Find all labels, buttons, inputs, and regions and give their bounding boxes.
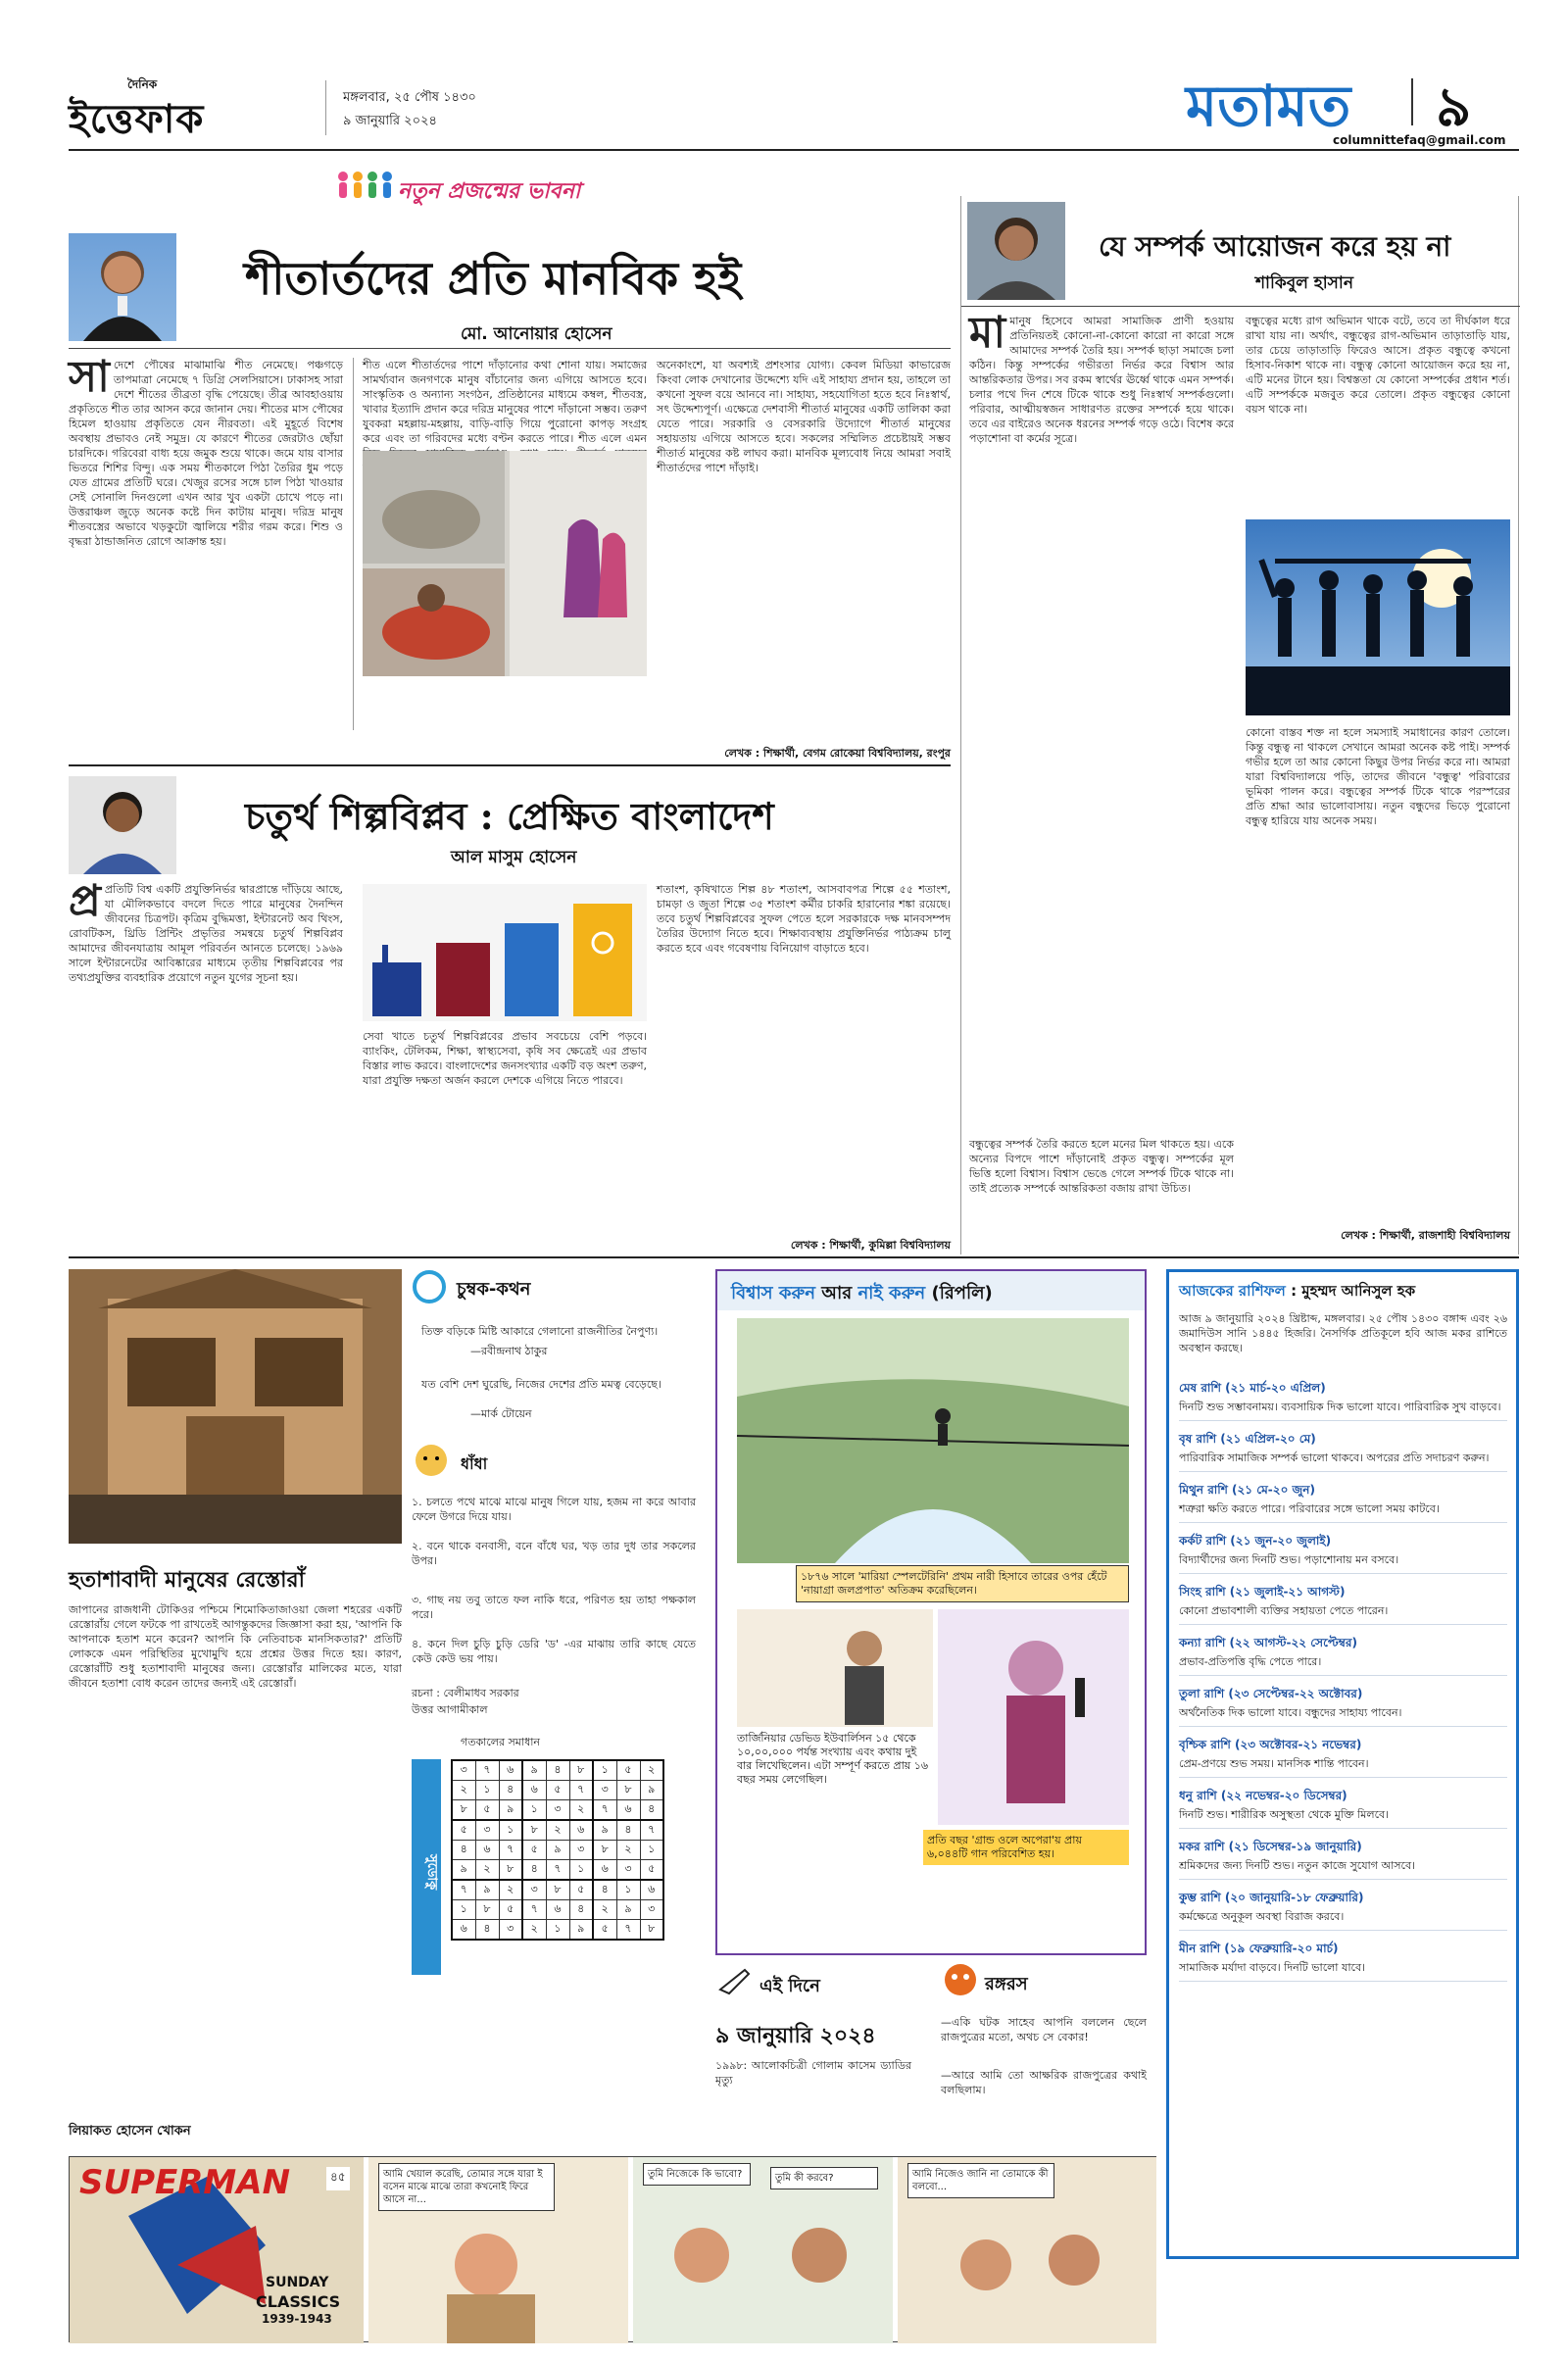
article-sheetarto bbox=[69, 216, 951, 764]
rashi-name: বৃশ্চিক রাশি (২৩ অক্টোবর-২১ নভেম্বর) bbox=[1179, 1738, 1362, 1751]
rashifal-box bbox=[1166, 1269, 1519, 2259]
sudoku-cell: ৮ bbox=[522, 1820, 546, 1841]
masthead bbox=[69, 69, 1519, 147]
sudoku-cell: ৬ bbox=[452, 1920, 475, 1941]
comic-bubble-4: আমি নিজেও জানি না তোমাকে কী বলবো... bbox=[907, 2163, 1054, 2198]
rashi-item bbox=[1179, 1482, 1507, 1523]
sudoku-cell: ৫ bbox=[475, 1800, 499, 1821]
sudoku-cell: ২ bbox=[616, 1841, 640, 1860]
comic-bubble-3: তুমি কী করবে? bbox=[770, 2167, 878, 2189]
sudoku-cell: ৩ bbox=[499, 1920, 522, 1941]
sudoku-cell: ৫ bbox=[593, 1920, 616, 1941]
sudoku-cell: ৭ bbox=[475, 1760, 499, 1781]
sudoku-cell: ৮ bbox=[593, 1841, 616, 1860]
dhadha-title: ধাঁধা bbox=[461, 1454, 488, 1473]
rashi-item bbox=[1179, 1737, 1507, 1778]
quote-2: যত বেশি দেশ ঘুরেছি, নিজের দেশের প্রতি মমত্ব বেড়েছে। bbox=[421, 1378, 662, 1391]
sudoku-cell: ৭ bbox=[569, 1781, 593, 1800]
sudoku-cell: ৪ bbox=[593, 1880, 616, 1900]
rashi-item bbox=[1179, 1431, 1507, 1472]
rashi-text: অর্থনৈতিক দিক ভালো যাবে। বন্ধুদের সাহায্য পাবেন। bbox=[1179, 1706, 1402, 1719]
section-rule bbox=[69, 1256, 1519, 1258]
brand-small: দৈনিক bbox=[127, 77, 158, 91]
comic-panel-2 bbox=[633, 2157, 893, 2343]
rashi-text: দিনটি শুভ সম্ভাবনাময়। ব্যবসায়িক দিক ভালো যাবে। পারিবারিক সুখ বাড়বে। bbox=[1179, 1401, 1501, 1413]
article-author: লিয়াকত হোসেন খোকন bbox=[69, 2124, 191, 2139]
nobin-logo-text: নতুন প্রজন্মের ভাবনা bbox=[398, 179, 581, 204]
article-restaurant bbox=[69, 1269, 402, 2151]
article-col-3: অনেকাংশে, যা অবশ্যই প্রশংসার যোগ্য। কেবল মিডিয়া কাভারেজ কিংবা লোক দেখানোর উদ্দেশ্যে যদি এই সাহায্য প্রদান হয়, তাহলে তা কখনো সুফল বয়ে আনবে না। সাহায্য, সহযোগিতা হতে হবে নিঃস্বার্থ, সৎ উদ্দেশ্যপূর্ণ। এক্ষেত্রে দেশবাসী শীতার্ত মানুষের একটি তালিকা করা যেতে পারে। সরকারি ও বেসরকারি উদ্যোগে শীতার্ত মানুষের সহায়তায় এগিয়ে আসতে হবে। সকলের সম্মিলিত প্রচেষ্টায়ই সম্ভব শীতার্ত মানুষের কষ্ট লাঘব করা। মানবিক মূল্যবোধ নিয়ে আমরা সবাই শীতার্তদের পাশে দাঁড়াই। bbox=[657, 359, 951, 474]
sudoku-cell: ৯ bbox=[452, 1860, 475, 1881]
col-divider bbox=[353, 358, 354, 730]
superman-sub-1: SUNDAY bbox=[266, 2275, 329, 2290]
sudoku-cell: ৬ bbox=[593, 1860, 616, 1881]
rashi-name: বৃষ রাশি (২১ এপ্রিল-২০ মে) bbox=[1179, 1432, 1316, 1446]
sudoku-cell: ২ bbox=[499, 1880, 522, 1900]
rashi-name: সিংহ রাশি (২১ জুলাই-২১ আগস্ট) bbox=[1179, 1585, 1346, 1599]
chumbok-title: চুম্বক-কথন bbox=[457, 1279, 531, 1300]
sudoku-cell: ৯ bbox=[569, 1920, 593, 1941]
restaurant-photo bbox=[69, 1269, 402, 1544]
rashifal-header: আজকের রাশিফল : মুহম্মদ আনিসুল হক bbox=[1179, 1282, 1416, 1300]
rashi-text: বিদ্যার্থীদের জন্য দিনটি শুভ। পড়াশোনায় মন বসবে। bbox=[1179, 1553, 1399, 1566]
people-icon bbox=[333, 169, 392, 204]
sudoku-cell: ৮ bbox=[452, 1800, 475, 1821]
author-photo bbox=[69, 233, 176, 341]
quote-2-author: —মার্ক টোয়েন bbox=[470, 1407, 532, 1420]
ripley-panel-3 bbox=[737, 1609, 933, 1727]
sudoku-cell: ১ bbox=[546, 1920, 569, 1941]
sudoku-row bbox=[452, 1760, 663, 1781]
title-rule bbox=[961, 306, 1520, 307]
rongoros-text-2: —আরে আমি তো আক্ষরিক রাজপুত্রের কথাই বলছিলাম। bbox=[941, 2069, 1147, 2096]
brand-logo[interactable] bbox=[69, 69, 294, 142]
sudoku-cell: ৭ bbox=[522, 1900, 546, 1920]
ripley-panel-1 bbox=[737, 1318, 1129, 1563]
article-col-3: কোনো বাস্তব শক্ত না হলে সমস্যাই সমাধানের কারণ তোলে। কিন্তু বন্ধুত্ব না থাকলে সেখানে আমরা অনেক কষ্ট পাই। সম্পর্ক গভীর হলে তা আর কোনো কিছুর উপর নির্ভর করে না। আমরা যারা বিশ্ববিদ্যালয়ে পড়ি, তাদের জীবনে 'বন্ধুত্ব' পরিবারের ভূমিকা পালন করে। বন্ধুত্বের সম্পর্ক টিকে থাকে পরস্পরের প্রতি শ্রদ্ধা আর ভালোবাসায়। নতুন বন্ধুদের ভিড়ে পুরোনো বন্ধুত্ব হারিয়ে যায় অনেক সময়। bbox=[1246, 726, 1510, 827]
sudoku-cell: ১ bbox=[522, 1800, 546, 1821]
industry-illustration bbox=[363, 884, 647, 1021]
article-title: চতুর্থ শিল্পবিপ্লব : প্রেক্ষিত বাংলাদেশ bbox=[245, 794, 774, 838]
article-col-4: বন্ধুত্বের সম্পর্ক তৈরি করতে হলে মনের মিল থাকতে হয়। একে অন্যের বিপদে পাশে দাঁড়ানোই প্রকৃত বন্ধুত্ব। সম্পর্কের মূল ভিত্তি হলো বিশ্বাস। বিশ্বাস ভেঙে গেলে সম্পর্ক টিকে থাকে না। তাই প্রত্যেক সম্পর্কে আন্তরিকতা বজায় রাখা উচিত। bbox=[969, 1138, 1234, 1195]
rashi-item bbox=[1179, 1890, 1507, 1931]
sudoku-cell: ৮ bbox=[499, 1860, 522, 1881]
rashi-text: কর্মক্ষেত্রে অনুকূল অবস্থা বিরাজ করবে। bbox=[1179, 1910, 1345, 1923]
sudoku-cell: ৫ bbox=[640, 1860, 663, 1881]
friends-photo bbox=[1246, 519, 1510, 715]
cold-photo bbox=[363, 451, 647, 676]
sudoku-title: গতকালের সমাধান bbox=[461, 1736, 540, 1748]
article-relationship bbox=[960, 196, 1519, 1254]
author-photo bbox=[69, 776, 176, 874]
brand-name: ইত্তেফাক bbox=[69, 96, 205, 142]
ei-dine-box bbox=[715, 1960, 911, 2127]
rashi-name: কন্যা রাশি (২২ আগস্ট-২২ সেপ্টেম্বর) bbox=[1179, 1636, 1357, 1649]
rongoros-box bbox=[941, 1960, 1147, 2127]
date-bn: মঙ্গলবার, ২৫ পৌষ ১৪৩০ bbox=[343, 90, 476, 105]
article-title: শীতার্তদের প্রতি মানবিক হই bbox=[245, 252, 742, 305]
rashi-name: মিথুন রাশি (২১ মে-২০ জুন) bbox=[1179, 1483, 1315, 1497]
thinker-icon bbox=[412, 1441, 451, 1480]
article-col-1: সাদেশে পৌষের মাঝামাঝি শীত নেমেছে। পঞ্চগড়ে তাপমাত্রা নেমেছে ৭ ডিগ্রি সেলসিয়াসে। ঢাকাসহ সারা দেশে শীতের তীব্রতা বৃদ্ধি পেয়েছে। তীব্র আবহাওয়ায় প্রকৃতিতে শীত তার আসন করে জানান দেয়। শীতের মাস পৌষের হিমেল হাওয়ায় প্রকৃতিতে যেন নীরবতা। এই মুহূর্তে বিশেষ অবস্থায় প্রভাবও নেই সমুদ্র। যে কারণে শীতের জেরটাও ছোঁয়া চারদিকে। গরিবেরা বাধ্য হয়ে জমুক শুয়ে থাকে। জমে যায় বাসার ভিতরে শিশির বিন্দু। এক সময় শীতকালে পিঠা তৈরির ধুম পড়ে যেত গ্রামের প্রতিটি ঘরে। খেজুর রসের সঙ্গে চাল পিঠা খাওয়ার সেই সোনালি দিনগুলো এখন আর খুব একটা চোখে পড়ে না। উত্তরাঞ্চল জুড়ে অনেক কষ্টে দিন কাটায় মানুষ। দরিদ্র মানুষ শীতবস্ত্রের অভাবে খড়কুটো জ্বালিয়ে শরীর গরম করে। শিশু ও বৃদ্ধরা ঠান্ডাজনিত রোগে আক্রান্ত হয়। bbox=[69, 352, 343, 548]
rashi-text: শত্রুরা ক্ষতি করতে পারে। পরিবারের সঙ্গে ভালো সময় কাটবে। bbox=[1179, 1502, 1440, 1515]
masthead-rule bbox=[69, 149, 1519, 151]
sudoku-cell: ৭ bbox=[499, 1841, 522, 1860]
sudoku-cell: ৯ bbox=[640, 1781, 663, 1800]
rashi-text: প্রেম-প্রণয়ে শুভ সময়। মানসিক শান্তি পাবেন। bbox=[1179, 1757, 1369, 1770]
rashi-text: সামাজিক মর্যাদা বাড়বে। দিনটি ভালো যাবে। bbox=[1179, 1961, 1365, 1974]
rashi-text: পারিবারিক সামাজিক সম্পর্ক ভালো থাকবে। অপরের প্রতি সদাচরণ করুন। bbox=[1179, 1451, 1490, 1464]
sudoku-cell: ৫ bbox=[452, 1820, 475, 1841]
dhadha-credit: রচনা : বেলীমাধব সরকার bbox=[412, 1687, 519, 1699]
ripley-caption-2: তার্জিনিয়ার ডেভিড ইউবার্লিসন ১৫ থেকে ১০,০০,০০০ পর্যন্ত সংখ্যায় এবং কথায় দুই বার লিখেছিলেন। এটা সম্পূর্ণ করতে প্রায় ১৬ বছর সময় লেগেছিল। bbox=[737, 1732, 929, 1786]
ei-dine-date: ৯ জানুয়ারি ২০২৪ bbox=[715, 2024, 876, 2048]
sudoku-cell: ৩ bbox=[546, 1800, 569, 1821]
mask-icon bbox=[941, 1960, 980, 1999]
sudoku-cell: ৩ bbox=[522, 1880, 546, 1900]
sudoku-cell: ৯ bbox=[593, 1820, 616, 1841]
superman-logo: SUPERMAN bbox=[79, 2163, 291, 2202]
superman-panel-no: ৪৫ bbox=[326, 2167, 350, 2190]
rongoros-text-1: —একি ঘটক সাহেব আপনি বললেন ছেলে রাজপুত্রের মতো, অথচ সে বেকার! bbox=[941, 2016, 1147, 2043]
article-author: আল মাসুম হোসেন bbox=[451, 848, 577, 867]
sudoku-cell: ৭ bbox=[452, 1880, 475, 1900]
sudoku-cell: ১ bbox=[499, 1820, 522, 1841]
sudoku-row bbox=[452, 1880, 663, 1900]
sudoku-cell: ৩ bbox=[640, 1900, 663, 1920]
ripley-header: বিশ্বাস করুন আর নাই করুন (রিপলি) bbox=[717, 1271, 1145, 1310]
chumbok-box bbox=[412, 1269, 706, 2151]
rashi-name: ধনু রাশি (২২ নভেম্বর-২০ ডিসেম্বর) bbox=[1179, 1789, 1348, 1802]
sudoku-row bbox=[452, 1900, 663, 1920]
sudoku-cell: ৬ bbox=[569, 1820, 593, 1841]
sudoku-cell: ২ bbox=[522, 1920, 546, 1941]
sudoku-cell: ৬ bbox=[616, 1800, 640, 1821]
sudoku-cell: ৫ bbox=[569, 1880, 593, 1900]
sudoku-cell: ৪ bbox=[452, 1841, 475, 1860]
sudoku-cell: ১ bbox=[616, 1880, 640, 1900]
sudoku-cell: ৬ bbox=[546, 1900, 569, 1920]
sudoku-cell: ৪ bbox=[546, 1760, 569, 1781]
sudoku-cell: ৭ bbox=[593, 1800, 616, 1821]
sudoku-cell: ৯ bbox=[499, 1800, 522, 1821]
rashi-item bbox=[1179, 1380, 1507, 1421]
sudoku-cell: ১ bbox=[640, 1841, 663, 1860]
sudoku-cell: ৯ bbox=[522, 1760, 546, 1781]
rashifal-intro: আজ ৯ জানুয়ারি ২০২৪ খ্রিষ্টাব্দ, মঙ্গলবার। ২৫ পৌষ ১৪৩০ বঙ্গাব্দ এবং ২৬ জমাদিউস সানি ১৪৪৫ হিজরি। নৈসর্গিক প্রতিকূলে হবি আজ মকর রাশিতে অবস্থান করছে। bbox=[1179, 1312, 1507, 1354]
rashi-item bbox=[1179, 1941, 1507, 1982]
sudoku-cell: ৬ bbox=[640, 1880, 663, 1900]
sudoku-cell: ৪ bbox=[640, 1800, 663, 1821]
sudoku-cell: ৭ bbox=[640, 1820, 663, 1841]
sudoku-side-label: সুডোকু bbox=[412, 1759, 441, 1975]
column-email: columnittefaq@gmail.com bbox=[1333, 133, 1506, 147]
rashi-name: মেষ রাশি (২১ মার্চ-২০ এপ্রিল) bbox=[1179, 1381, 1326, 1395]
article-author: মো. আনোয়ার হোসেন bbox=[461, 324, 612, 344]
date-en: ৯ জানুয়ারি ২০২৪ bbox=[343, 114, 437, 128]
sudoku-row bbox=[452, 1800, 663, 1821]
sudoku-cell: ৬ bbox=[499, 1760, 522, 1781]
rashi-name: কর্কট রাশি (২১ জুন-২০ জুলাই) bbox=[1179, 1534, 1332, 1548]
comic-panel-3 bbox=[898, 2157, 1156, 2343]
dhadha-credit-2: উত্তর আগামীকাল bbox=[412, 1703, 488, 1716]
sudoku-cell: ২ bbox=[546, 1820, 569, 1841]
sudoku-cell: ৮ bbox=[546, 1880, 569, 1900]
comic-panel-1 bbox=[368, 2157, 628, 2343]
comic-bubble-1: আমি খেয়াল করেছি, তোমার সঙ্গে যারা ই বসেন মাঝে মাঝে তারা কখনোই ফিরে আসে না... bbox=[378, 2163, 555, 2211]
sudoku-cell: ৪ bbox=[522, 1860, 546, 1881]
sudoku-cell: ৫ bbox=[499, 1900, 522, 1920]
superman-years: 1939-1943 bbox=[262, 2312, 332, 2326]
sudoku-cell: ৫ bbox=[546, 1781, 569, 1800]
rashi-name: কুম্ভ রাশি (২০ জানুয়ারি-১৮ ফেব্রুয়ারি) bbox=[1179, 1891, 1364, 1904]
dhadha-item-2: ২. বনে থাকে বনবাসী, বনে বাঁধে ঘর, খড় তার দুধ তার সকলের উপর। bbox=[412, 1540, 696, 1567]
sudoku-cell: ৪ bbox=[499, 1781, 522, 1800]
title-rule bbox=[69, 348, 951, 349]
sudoku-cell: ৮ bbox=[640, 1920, 663, 1941]
sudoku-cell: ৭ bbox=[546, 1860, 569, 1881]
superman-strip bbox=[69, 2156, 1156, 2342]
article-body: জাপানের রাজধানী টোকিওর পশ্চিমে শিমোকিতাজাওয়া জেলা শহরের একটি রেস্তোরাঁয় গেলে ফটকে পা রাখতেই আগন্তুকদের জিজ্ঞাসা করা হয়, 'আপনি কি আপনাকে হতাশ মনে করেন? আপনি কি নেতিবাচক মানসিকতার?' প্রতিটি লোককে এমন পরিস্থিতির মুখোমুখি হয়ে প্রশ্নের উত্তর দিতে হয়। কারণ, রেস্তোরাঁটি শুধু হতাশাবাদী মানুষের জন্য। রেস্তোরাঁর মালিকের মতে, যারা জীবনে হতাশা বোধ করেন তাদের জন্যই এই রেস্তোরাঁ। bbox=[69, 1603, 402, 1690]
article-author: শাকিবুল হাসান bbox=[1255, 273, 1353, 293]
article-col-1: প্র প্রতিটি বিশ্ব একটি প্রযুক্তিনির্ভর দ্বারপ্রান্তে দাঁড়িয়ে আছে, যা মৌলিকভাবে বদলে দিতে পারে মানুষের দৈনন্দিন জীবনের চিত্রপট। কৃত্রিম বুদ্ধিমত্তা, ইন্টারনেট অব থিংস, রোবটিকস, থ্রিডি প্রিন্টিং প্রভৃতির সমন্বয়ে চতুর্থ শিল্পবিপ্লব আমাদের জীবনযাত্রায় আমূল পরিবর্তন আনতে চলেছে। ১৯৬৯ সালে ইন্টারনেটের আবিষ্কারের মাধ্যমে তৃতীয় শিল্পবিপ্লবের পর তথ্যপ্রযুক্তির ব্যবহারিক প্রয়োগে নতুন যুগের সূচনা হয়। bbox=[69, 876, 343, 984]
sudoku-cell: ১ bbox=[475, 1781, 499, 1800]
sudoku-cell: ৫ bbox=[522, 1841, 546, 1860]
sudoku-cell: ৮ bbox=[616, 1781, 640, 1800]
sudoku-cell: ১ bbox=[569, 1860, 593, 1881]
rashi-text: শ্রমিকদের জন্য দিনটি শুভ। নতুন কাজে সুযোগ আসবে। bbox=[1179, 1859, 1416, 1872]
rashi-item bbox=[1179, 1788, 1507, 1829]
dhadha-item-3: ৩. গাছ নয় তবু তাতে ফল নাকি ধরে, পরিণত হয় তাহা পক্ষকাল পরে। bbox=[412, 1594, 696, 1621]
speech-icon bbox=[412, 1269, 451, 1304]
rongoros-title: রঙ্গরস bbox=[985, 1974, 1028, 1994]
article-col-2: বন্ধুত্বের মধ্যে রাগ অভিমান থাকে বটে, তবে তা দীর্ঘকাল ধরে রাখা যায় না। অর্থাৎ, বন্ধুত্বের রাগ-অভিমান তাড়াতাড়ি যায়, তার চেয়ে তাড়াতাড়ি ফিরেও আসে। প্রকৃত বন্ধুত্বে কখনো হিসাব-নিকাশ থাকে না। বন্ধুত্ব কোনো আয়োজন করে হয় না, এটি মনের টানে হয়। বিশ্বস্ততা যে কোনো সম্পর্কের প্রধান শর্ত। এটি সম্পর্ককে মজবুত করে তোলে। প্রকৃত বন্ধুত্বের কোনো বয়স থাকে না। bbox=[1246, 315, 1510, 416]
sudoku-cell: ২ bbox=[569, 1800, 593, 1821]
section-title: মতামত bbox=[1186, 73, 1351, 139]
sudoku-cell: ৬ bbox=[522, 1781, 546, 1800]
sudoku-row bbox=[452, 1860, 663, 1881]
ei-dine-title: এই দিনে bbox=[760, 1976, 820, 1996]
article-footer: লেখক : শিক্ষার্থী, কুমিল্লা বিশ্ববিদ্যালয় bbox=[790, 1239, 951, 1252]
superman-cover bbox=[70, 2157, 364, 2343]
sudoku-cell: ২ bbox=[475, 1860, 499, 1881]
article-footer: লেখক : শিক্ষার্থী, বেগম রোকেয়া বিশ্ববিদ্যালয়, রংপুর bbox=[724, 747, 951, 760]
sudoku-cell: ২ bbox=[593, 1900, 616, 1920]
dhadha-item-1: ১. চলতে পথে মাঝে মাঝে মানুষ গিলে যায়, হজম না করে আবার ফেলে উগরে দিয়ে যায়। bbox=[412, 1496, 696, 1523]
rashi-name: মকর রাশি (২১ ডিসেম্বর-১৯ জানুয়ারি) bbox=[1179, 1840, 1362, 1853]
ei-dine-event: ১৯৯৮: আলোকচিত্রী গোলাম কাসেম ড্যাডির মৃত্যু bbox=[715, 2059, 911, 2087]
sudoku-cell: ৩ bbox=[569, 1841, 593, 1860]
page-number: ৯ bbox=[1436, 75, 1472, 139]
article-col-2: শীত এলে শীতার্তদের পাশে দাঁড়ানোর কথা শোনা যায়। সমাজের সামর্থ্যবান জনগণকে মানুষ বাঁচানোর জন্য এগিয়ে আসতে হবে। সাংস্কৃতিক ও অন্যান্য সংগঠন, প্রতিষ্ঠানের মাধ্যমে কম্বল, শীতবস্ত্র, খাবার ইত্যাদি প্রদান করে দরিদ্র মানুষের পাশে দাঁড়ানো সম্ভব। তরুণ যুবকরা মহল্লায়-মহল্লায়, বাড়ি-বাড়ি গিয়ে পুরোনো কাপড় সংগ্রহ করে এবং তা গরিবদের মধ্যে বণ্টন করতে পারে। শীত এলে এমন bbox=[363, 359, 647, 445]
sudoku-cell: ৪ bbox=[475, 1920, 499, 1941]
article-title: হতাশাবাদী মানুষের রেস্তোরাঁ bbox=[69, 1568, 305, 1593]
section-divider bbox=[1411, 78, 1413, 125]
quote-1: তিক্ত বড়িকে মিষ্টি আকারে গেলানো রাজনীতির নৈপুণ্য। bbox=[421, 1325, 659, 1338]
sudoku-cell: ১ bbox=[593, 1760, 616, 1781]
comic-bubble-2: তুমি নিজেকে কি ভাবো? bbox=[643, 2163, 751, 2186]
rashi-item bbox=[1179, 1533, 1507, 1574]
sudoku-cell: ৩ bbox=[593, 1781, 616, 1800]
sudoku-row bbox=[452, 1820, 663, 1841]
ripley-box bbox=[715, 1269, 1147, 1955]
nobin-logo bbox=[333, 169, 627, 208]
sudoku-cell: ৩ bbox=[616, 1860, 640, 1881]
superman-sub-2: CLASSICS bbox=[256, 2292, 341, 2311]
author-photo bbox=[967, 202, 1065, 300]
article-title: যে সম্পর্ক আয়োজন করে হয় না bbox=[1099, 230, 1451, 263]
sudoku-row bbox=[452, 1920, 663, 1941]
rashi-name: তুলা রাশি (২৩ সেপ্টেম্বর-২২ অক্টোবর) bbox=[1179, 1687, 1363, 1700]
ripley-panel-2 bbox=[938, 1609, 1129, 1825]
sudoku-row bbox=[452, 1781, 663, 1800]
rashi-text: প্রভাব-প্রতিপত্তি বৃদ্ধি পেতে পারে। bbox=[1179, 1655, 1322, 1668]
dhadha-item-4: ৪. কনে দিল চুড়ি চুড়ি ডেরি 'ড' -এর মাঝায় তারি কাছে যেতে কেউ কেউ ভয় পায়। bbox=[412, 1638, 696, 1665]
rashi-item bbox=[1179, 1635, 1507, 1676]
article-col-3: শতাংশ, কৃষিখাতে শিল্প ৪৮ শতাংশ, আসবাবপত্র শিল্পে ৫৫ শতাংশ, চামড়া ও জুতা শিল্পে ৩৫ শতাংশ কর্মীর চাকরি হারানোর শঙ্কা রয়েছে। তবে চতুর্থ শিল্পবিপ্লবের সুফল পেতে হলে সরকারকে দক্ষ মানবসম্পদ তৈরির উদ্যোগ নিতে হবে। শিক্ষাব্যবস্থায় প্রযুক্তিনির্ভর পাঠ্যক্রম চালু করতে হবে এবং গবেষণায় বিনিয়োগ বাড়াতে হবে। bbox=[657, 883, 951, 955]
article-footer: লেখক : শিক্ষার্থী, রাজশাহী বিশ্ববিদ্যালয় bbox=[1341, 1229, 1510, 1242]
sudoku-cell: ২ bbox=[452, 1781, 475, 1800]
sudoku-cell: ৮ bbox=[475, 1900, 499, 1920]
sudoku-cell: ৫ bbox=[616, 1760, 640, 1781]
finger-icon bbox=[715, 1960, 755, 1999]
sudoku-cell: ৪ bbox=[616, 1820, 640, 1841]
article-col-1: মামানুষ হিসেবে আমরা সামাজিক প্রাণী হওয়ায় প্রতিনিয়তই কোনো-না-কোনো কারো না কারো সঙ্গে আমাদের সম্পর্ক তৈরি হয়। সম্পর্ক ছাড়া সমাজে চলা কঠিন। কিন্তু সম্পর্কের গভীরতা নির্ভর করে বিশ্বাস আর আন্তরিকতার উপর। সব রকম স্বার্থের ঊর্ধ্বে থাকে এমন সম্পর্ক। চলার পথে দিন শেষে টিকে থাকে শুধু নিঃস্বার্থ সম্পর্কগুলো। পরিবার, আত্মীয়স্বজন সাধারণত রক্তের সম্পর্কে হয়ে থাকে। তবে এর বাইরেও অনেক ধরনের সম্পর্ক গড়ে ওঠে। বিশেষ করে পড়াশোনা বা কর্মের সূত্রে। bbox=[969, 308, 1234, 445]
sudoku-cell: ৯ bbox=[546, 1841, 569, 1860]
masthead-divider bbox=[325, 80, 326, 135]
rashi-text: কোনো প্রভাবশালী ব্যক্তির সহায়তা পেতে পারেন। bbox=[1179, 1604, 1389, 1617]
sudoku-row bbox=[452, 1841, 663, 1860]
sudoku-cell: ১ bbox=[452, 1900, 475, 1920]
rashi-text: দিনটি শুভ। শারীরিক অসুস্থতা থেকে মুক্তি মিলবে। bbox=[1179, 1808, 1390, 1821]
rashi-item bbox=[1179, 1686, 1507, 1727]
sudoku-cell: ৭ bbox=[616, 1920, 640, 1941]
sudoku-cell: ৩ bbox=[475, 1820, 499, 1841]
sudoku-cell: ৮ bbox=[569, 1760, 593, 1781]
rashi-name: মীন রাশি (১৯ ফেব্রুয়ারি-২০ মার্চ) bbox=[1179, 1942, 1339, 1955]
sudoku-cell: ৪ bbox=[569, 1900, 593, 1920]
ripley-caption-1: ১৮৭৬ সালে 'মারিয়া স্পেলটেরিনি' প্রথম নারী হিসাবে তারের ওপর হেঁটে 'নায়াগ্রা জলপ্রপাত' অতিক্রম করেছিলেন। bbox=[796, 1565, 1129, 1602]
rashi-item bbox=[1179, 1839, 1507, 1880]
sudoku-cell: ২ bbox=[640, 1760, 663, 1781]
rashi-list bbox=[1179, 1380, 1507, 1992]
sudoku-cell: ৬ bbox=[475, 1841, 499, 1860]
ripley-caption-3: প্রতি বছর 'গ্রান্ড ওলে অপেরা'য় প্রায় ৬,০৪৪টি গান পরিবেশিত হয়। bbox=[923, 1830, 1129, 1865]
sudoku-cell: ৯ bbox=[475, 1880, 499, 1900]
sudoku-cell: ৯ bbox=[616, 1900, 640, 1920]
sudoku-cell: ৩ bbox=[452, 1760, 475, 1781]
article-col-2: সেবা খাতে চতুর্থ শিল্পবিপ্লবের প্রভাব সবচেয়ে বেশি পড়বে। ব্যাংকিং, টেলিকম, শিক্ষা, স্বাস্থ্যসেবা, কৃষি সব ক্ষেত্রেই এর প্রভাব বিস্তার লাভ করবে। বাংলাদেশের জনসংখ্যার একটি বড় অংশ তরুণ, যারা প্রযুক্তি দক্ষতা অর্জন করলে দেশকে এগিয়ে নিতে পারবে। bbox=[363, 1030, 647, 1087]
article-4ir bbox=[69, 764, 951, 1254]
quote-1-author: —রবীন্দ্রনাথ ঠাকুর bbox=[470, 1345, 548, 1357]
sudoku-grid bbox=[451, 1759, 664, 1941]
rashi-item bbox=[1179, 1584, 1507, 1625]
